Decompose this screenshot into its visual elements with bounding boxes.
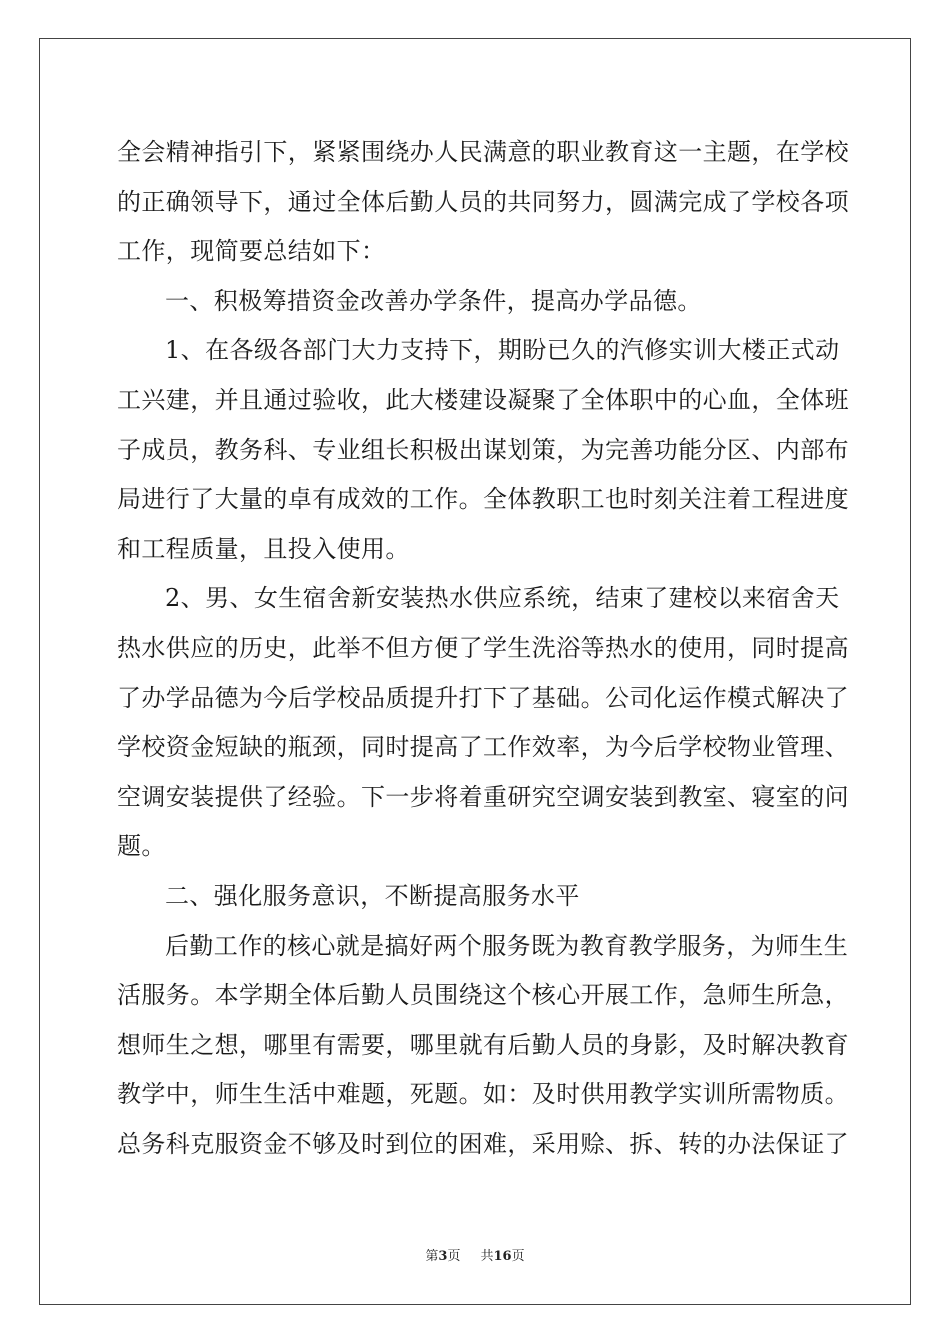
text-line: 子成员，教务科、专业组长积极出谋划策，为完善功能分区、内部布 bbox=[117, 435, 849, 464]
text-line: 局进行了大量的卓有成效的工作。全体教职工也时刻关注着工程进度 bbox=[117, 485, 849, 514]
text-line: 教学中，师生生活中难题，死题。如：及时供用教学实训所需物质。 bbox=[117, 1080, 849, 1109]
text-line: 全会精神指引下，紧紧围绕办人民满意的职业教育这一主题，在学校 bbox=[117, 138, 849, 166]
section-heading: 二、强化服务意识，不断提高服务水平 bbox=[165, 881, 580, 910]
text-line: 活服务。本学期全体后勤人员围绕这个核心开展工作，急师生所急， bbox=[117, 981, 849, 1010]
text-line: 和工程质量，且投入使用。 bbox=[117, 534, 410, 563]
text-line: 空调安装提供了经验。下一步将着重研究空调安装到教室、寝室的问 bbox=[117, 782, 849, 811]
section-heading: 一、积极筹措资金改善办学条件，提高办学品德。 bbox=[165, 286, 702, 315]
text-line: 学校资金短缺的瓶颈，同时提高了工作效率，为今后学校物业管理、 bbox=[117, 733, 849, 762]
text-line: 工兴建，并且通过验收，此大楼建设凝聚了全体职中的心血，全体班 bbox=[117, 385, 849, 414]
text-line: 的正确领导下，通过全体后勤人员的共同努力，圆满完成了学校各项 bbox=[117, 187, 849, 216]
text-line: 总务科克服资金不够及时到位的困难，采用赊、拆、转的办法保证了 bbox=[117, 1129, 849, 1158]
document-body bbox=[117, 128, 849, 1169]
text-line: 题。 bbox=[117, 832, 166, 861]
page-footer bbox=[0, 1245, 950, 1264]
text-line: 工作，现简要总结如下： bbox=[117, 237, 386, 266]
text-line: 想师生之想，哪里有需要，哪里就有后勤人员的身影，及时解决教育 bbox=[117, 1030, 849, 1059]
text-line: 热水供应的历史，此举不但方便了学生洗浴等热水的使用，同时提高 bbox=[117, 633, 849, 662]
text-line: 1、在各级各部门大力支持下，期盼已久的汽修实训大楼正式动 bbox=[165, 336, 840, 365]
page-number: 第3页 bbox=[425, 1249, 461, 1264]
page-total: 共16页 bbox=[480, 1249, 525, 1264]
text-line: 了办学品德为今后学校品质提升打下了基础。公司化运作模式解决了 bbox=[117, 683, 849, 712]
text-line: 后勤工作的核心就是搞好两个服务既为教育教学服务，为师生生 bbox=[165, 931, 849, 960]
text-line: 2、男、女生宿舍新安装热水供应系统，结束了建校以来宿舍天 bbox=[165, 584, 840, 613]
